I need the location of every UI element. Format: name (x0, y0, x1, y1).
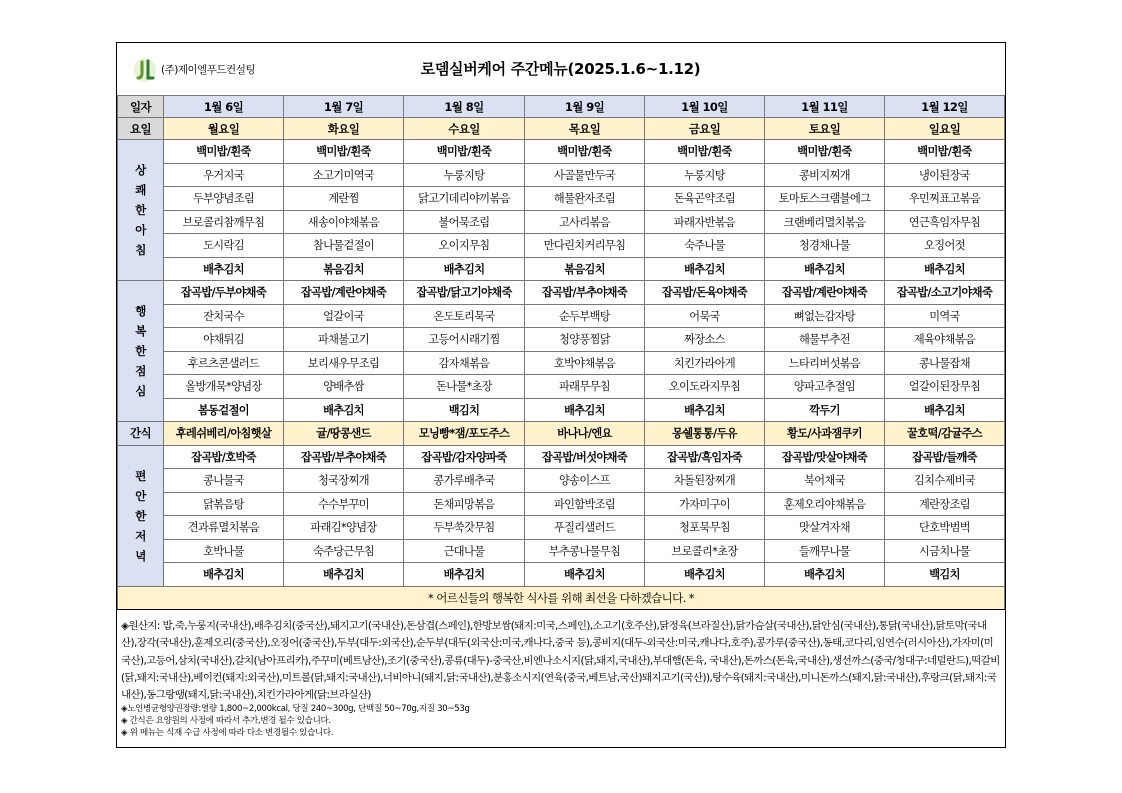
breakfast-dish: 백미밥/흰죽 (765, 140, 885, 164)
lunch-label (118, 281, 164, 422)
breakfast-label-char: 침 (135, 243, 146, 257)
lunch-dish: 제육야채볶음 (885, 328, 1005, 352)
dinner-label-char: 저 (135, 528, 146, 543)
breakfast-dish: 배추김치 (404, 257, 525, 281)
date-cell: 1월 6일 (164, 96, 284, 118)
breakfast-dish: 볶음김치 (284, 257, 404, 281)
breakfast-dish: 토마토스크램블에그 (765, 187, 885, 211)
breakfast-label (118, 140, 164, 281)
dinner-dish: 견과류멸치볶음 (164, 516, 284, 540)
dinner-dish: 잡곡밥/들깨죽 (885, 445, 1005, 469)
dinner-dish: 두부쑥갓무침 (404, 516, 525, 540)
lunch-dish: 백김치 (404, 398, 525, 422)
lunch-dish: 야채튀김 (164, 328, 284, 352)
weekly-menu-table (117, 95, 1005, 610)
lunch-dish: 어묵국 (645, 304, 765, 328)
snack-cell: 귤/땅콩샌드 (284, 422, 404, 446)
lunch-dish: 양배추쌈 (284, 375, 404, 399)
breakfast-row (118, 210, 1005, 234)
company-name: (주)제이엘푸드컨설팅 (161, 64, 255, 76)
date-cell: 1월 9일 (525, 96, 645, 118)
breakfast-row (118, 140, 1005, 164)
lunch-dish: 잡곡밥/두부야채죽 (164, 281, 284, 305)
dinner-dish: 단호박범벅 (885, 516, 1005, 540)
breakfast-row (118, 257, 1005, 281)
lunch-dish: 잡곡밥/부추야채죽 (525, 281, 645, 305)
lunch-dish: 콩나물잡채 (885, 351, 1005, 375)
dinner-dish: 브로콜리*초장 (645, 539, 765, 563)
lunch-dish: 느타리버섯볶음 (765, 351, 885, 375)
breakfast-dish: 백미밥/흰죽 (164, 140, 284, 164)
breakfast-dish: 고사리볶음 (525, 210, 645, 234)
breakfast-dish: 도시락김 (164, 234, 284, 258)
lunch-dish: 보리새우무조림 (284, 351, 404, 375)
dinner-dish: 파래김*양념장 (284, 516, 404, 540)
dinner-dish: 양송이스프 (525, 469, 645, 493)
lunch-row (118, 351, 1005, 375)
dinner-dish: 시금치나물 (885, 539, 1005, 563)
notes-section (117, 616, 1004, 744)
day-cell: 목요일 (525, 118, 645, 140)
origin-info: ◈원산지: 밥,죽,누룽지(국내산),배추김치(중국산),돼지고기(국내산),돈삼겹(스페인),한방보쌈(돼지:미국,스페인),소고기(호주산),닭정육(브라질산),닭가슴살(국내산),닭안심(국내산),통닭(국내산),닭토막(국내산),장각(국내산),훈제오리(중국산),오징어(중국산),두부(대두:외국산),순두부(대두(외국산:미국,캐나다,중국 등),콩비지(대두-외국산:미국,캐나다,호주),콩가루(중국산),동태,코다리,임연수(러시아산),가자미(미국산),고등어,삼치(국내산),갈치(남아프리카),주꾸미(베트남산),조기(중국산),콩류(대두)-중국산,비엔나소시지(닭,돼지,국내산),부대햄(돈육, 국내산),돈까스(돈육,국내산),생선까스(중국/청대구:네덜란드),떡갈비(닭,돼지:국내산),베이컨(돼지:외국산),미트볼(닭,돼지:국내산),너비아니(돼지,닭:국내산),분홍소시지(연육(중국,베트남,국산)돼지고기(국산)),탕수육(돼지:국내산),미니돈까스(돼지,닭:국내산),후랑크(닭,돼지:국내산),동그랑땡(돼지,닭:국내산),치킨가라아게(닭:브라실산) (121, 620, 1000, 702)
breakfast-dish: 배추김치 (885, 257, 1005, 281)
breakfast-dish: 배추김치 (645, 257, 765, 281)
lunch-dish: 돈나물*초장 (404, 375, 525, 399)
lunch-dish: 고등어시래기찜 (404, 328, 525, 352)
lunch-dish: 배추김치 (885, 398, 1005, 422)
breakfast-dish: 백미밥/흰죽 (525, 140, 645, 164)
lunch-dish: 후르츠콘샐러드 (164, 351, 284, 375)
breakfast-dish: 오징어젓 (885, 234, 1005, 258)
snack-cell: 후레쉬베리/아침햇살 (164, 422, 284, 446)
dinner-dish: 잡곡밥/감자양파죽 (404, 445, 525, 469)
breakfast-dish: 오이지무침 (404, 234, 525, 258)
lunch-dish: 얼갈이된장무침 (885, 375, 1005, 399)
breakfast-dish: 백미밥/흰죽 (885, 140, 1005, 164)
dinner-dish: 북어채국 (765, 469, 885, 493)
snack-cell: 바나나/엔요 (525, 422, 645, 446)
dinner-dish: 푸질리샐러드 (525, 516, 645, 540)
lunch-label-char: 복 (135, 324, 146, 338)
breakfast-dish: 볶음김치 (525, 257, 645, 281)
lunch-dish: 오이도라지무침 (645, 375, 765, 399)
dinner-dish: 청포묵무침 (645, 516, 765, 540)
dinner-dish: 돈채피망볶음 (404, 492, 525, 516)
dinner-dish: 청국장찌개 (284, 469, 404, 493)
lunch-dish: 감자채볶음 (404, 351, 525, 375)
dinner-label-char: 편 (135, 468, 146, 483)
breakfast-dish: 연근흑임자무침 (885, 210, 1005, 234)
lunch-label-char: 행 (135, 304, 146, 318)
change-note: ◈ 위 메뉴는 식재 수급 사정에 따라 다소 변경될수 있습니다. (121, 727, 334, 738)
breakfast-dish: 새송이야채볶음 (284, 210, 404, 234)
date-label: 일자 (118, 96, 164, 118)
day-row (118, 118, 1005, 140)
dinner-row (118, 492, 1005, 516)
day-cell: 월요일 (164, 118, 284, 140)
lunch-dish: 호박야채볶음 (525, 351, 645, 375)
dinner-row (118, 445, 1005, 469)
lunch-row (118, 328, 1005, 352)
dinner-label-char: 녁 (135, 548, 146, 563)
dinner-row (118, 563, 1005, 587)
dinner-label-char: 안 (135, 488, 146, 503)
dinner-dish: 들깨무나물 (765, 539, 885, 563)
breakfast-dish: 백미밥/흰죽 (645, 140, 765, 164)
breakfast-row (118, 187, 1005, 211)
dinner-dish: 호박나물 (164, 539, 284, 563)
lunch-dish: 배추김치 (645, 398, 765, 422)
lunch-row (118, 304, 1005, 328)
breakfast-dish: 콩비지찌개 (765, 163, 885, 187)
day-cell: 수요일 (404, 118, 525, 140)
dinner-dish: 잡곡밥/맛살야채죽 (765, 445, 885, 469)
dinner-dish: 배추김치 (284, 563, 404, 587)
breakfast-label-char: 아 (135, 223, 146, 237)
dinner-dish: 잡곡밥/흑임자죽 (645, 445, 765, 469)
dinner-dish: 배추김치 (164, 563, 284, 587)
day-label: 요일 (118, 118, 164, 140)
breakfast-dish: 사골물만두국 (525, 163, 645, 187)
dinner-dish: 파인함박조림 (525, 492, 645, 516)
snack-cell: 모닝빵*잼/포도주스 (404, 422, 525, 446)
dinner-label (118, 445, 164, 586)
breakfast-dish: 해물완자조림 (525, 187, 645, 211)
dinner-dish: 콩나물국 (164, 469, 284, 493)
day-cell: 토요일 (765, 118, 885, 140)
menu-sheet (116, 42, 1006, 748)
dinner-dish: 계란장조림 (885, 492, 1005, 516)
lunch-dish: 온도토리묵국 (404, 304, 525, 328)
date-cell: 1월 10일 (645, 96, 765, 118)
day-cell: 일요일 (885, 118, 1005, 140)
breakfast-dish: 돈육곤약조림 (645, 187, 765, 211)
lunch-dish: 올방개묵*양념장 (164, 375, 284, 399)
dinner-dish: 가자미구이 (645, 492, 765, 516)
dinner-row (118, 516, 1005, 540)
dinner-dish: 배추김치 (645, 563, 765, 587)
lunch-label-char: 점 (135, 364, 146, 378)
breakfast-dish: 크랜베리멸치볶음 (765, 210, 885, 234)
day-cell: 화요일 (284, 118, 404, 140)
lunch-dish: 파채불고기 (284, 328, 404, 352)
dinner-dish: 백김치 (885, 563, 1005, 587)
lunch-dish: 짜장소스 (645, 328, 765, 352)
breakfast-dish: 배추김치 (765, 257, 885, 281)
dinner-dish: 배추김치 (765, 563, 885, 587)
lunch-dish: 파래무무침 (525, 375, 645, 399)
date-row (118, 96, 1005, 118)
breakfast-dish: 누룽지탕 (404, 163, 525, 187)
header (117, 43, 1004, 96)
dinner-dish: 부추콩나물무침 (525, 539, 645, 563)
lunch-dish: 미역국 (885, 304, 1005, 328)
lunch-dish: 배추김치 (284, 398, 404, 422)
breakfast-dish: 우민찌표고볶음 (885, 187, 1005, 211)
breakfast-dish: 만다린치커리무침 (525, 234, 645, 258)
breakfast-dish: 두부양념조림 (164, 187, 284, 211)
dinner-label-char: 한 (135, 508, 146, 523)
dinner-dish: 차돌된장찌개 (645, 469, 765, 493)
lunch-row (118, 398, 1005, 422)
breakfast-dish: 닭고기데리야끼볶음 (404, 187, 525, 211)
breakfast-dish: 숙주나물 (645, 234, 765, 258)
motto-row (118, 586, 1005, 609)
dinner-dish: 수수부꾸미 (284, 492, 404, 516)
breakfast-dish: 불어묵조림 (404, 210, 525, 234)
lunch-dish: 잔치국수 (164, 304, 284, 328)
breakfast-dish: 파래자반볶음 (645, 210, 765, 234)
snack-cell: 황도/사과잼쿠키 (765, 422, 885, 446)
breakfast-dish: 소고기미역국 (284, 163, 404, 187)
snack-row (118, 422, 1005, 446)
breakfast-dish: 브로콜리참깨무침 (164, 210, 284, 234)
breakfast-dish: 냉이된장국 (885, 163, 1005, 187)
lunch-row (118, 281, 1005, 305)
dinner-dish: 잡곡밥/버섯야채죽 (525, 445, 645, 469)
date-cell: 1월 12일 (885, 96, 1005, 118)
dinner-dish: 훈제오리야채볶음 (765, 492, 885, 516)
lunch-dish: 청양풍찜닭 (525, 328, 645, 352)
dinner-dish: 숙주당근무침 (284, 539, 404, 563)
dinner-dish: 배추김치 (525, 563, 645, 587)
snack-label: 간식 (118, 422, 164, 446)
lunch-dish: 잡곡밥/계란야채죽 (284, 281, 404, 305)
dinner-dish: 맛살겨자채 (765, 516, 885, 540)
lunch-dish: 얼갈이국 (284, 304, 404, 328)
dinner-dish: 잡곡밥/부추야채죽 (284, 445, 404, 469)
breakfast-label-char: 한 (135, 203, 146, 217)
dinner-dish: 근대나물 (404, 539, 525, 563)
dinner-dish: 잡곡밥/호박죽 (164, 445, 284, 469)
breakfast-dish: 참나물겉절이 (284, 234, 404, 258)
dinner-row (118, 539, 1005, 563)
breakfast-dish: 우거지국 (164, 163, 284, 187)
dinner-dish: 배추김치 (404, 563, 525, 587)
breakfast-dish: 백미밥/흰죽 (404, 140, 525, 164)
motto-text: * 어르신들의 행복한 식사를 위해 최선을 다하겠습니다. * (118, 586, 1005, 609)
lunch-dish: 배추김치 (525, 398, 645, 422)
lunch-dish: 양파고추절임 (765, 375, 885, 399)
breakfast-row (118, 163, 1005, 187)
lunch-dish: 잡곡밥/닭고기야채죽 (404, 281, 525, 305)
dinner-dish: 콩가루배추국 (404, 469, 525, 493)
breakfast-dish: 청경채나물 (765, 234, 885, 258)
day-cell: 금요일 (645, 118, 765, 140)
date-cell: 1월 7일 (284, 96, 404, 118)
dinner-dish: 김치수제비국 (885, 469, 1005, 493)
breakfast-dish: 배추김치 (164, 257, 284, 281)
dinner-row (118, 469, 1005, 493)
lunch-dish: 뼈없는감자탕 (765, 304, 885, 328)
date-cell: 1월 11일 (765, 96, 885, 118)
breakfast-dish: 누룽지탕 (645, 163, 765, 187)
lunch-label-char: 한 (135, 344, 146, 358)
breakfast-row (118, 234, 1005, 258)
lunch-dish: 순두부백탕 (525, 304, 645, 328)
lunch-dish: 잡곡밥/계란야채죽 (765, 281, 885, 305)
lunch-dish: 깍두기 (765, 398, 885, 422)
page-title: 로뎀실버케어 주간메뉴(2025.1.6~1.12) (420, 60, 701, 78)
snack-note: ◈ 간식은 요양원의 사정에 따라서 추가,변경 될수 있습니다. (121, 716, 331, 727)
breakfast-dish: 계란찜 (284, 187, 404, 211)
date-cell: 1월 8일 (404, 96, 525, 118)
breakfast-label-char: 상 (135, 163, 146, 177)
lunch-dish: 치킨가라아게 (645, 351, 765, 375)
dinner-dish: 닭볶음탕 (164, 492, 284, 516)
snack-cell: 꿀호떡/감귤주스 (885, 422, 1005, 446)
lunch-dish: 잡곡밥/돈육야채죽 (645, 281, 765, 305)
breakfast-dish: 백미밥/흰죽 (284, 140, 404, 164)
lunch-dish: 잡곡밥/소고기야채죽 (885, 281, 1005, 305)
lunch-dish: 봄동겉절이 (164, 398, 284, 422)
lunch-dish: 해물부추전 (765, 328, 885, 352)
lunch-label-char: 심 (135, 384, 146, 398)
lunch-row (118, 375, 1005, 399)
snack-cell: 몽쉘통통/두유 (645, 422, 765, 446)
breakfast-label-char: 쾌 (135, 183, 146, 197)
nutrition-note: ◈노인병균형양권장량:열량 1,800~2,000kcal, 당질 240~300g, 단백질 50~70g,지질 30~53g (121, 704, 470, 715)
